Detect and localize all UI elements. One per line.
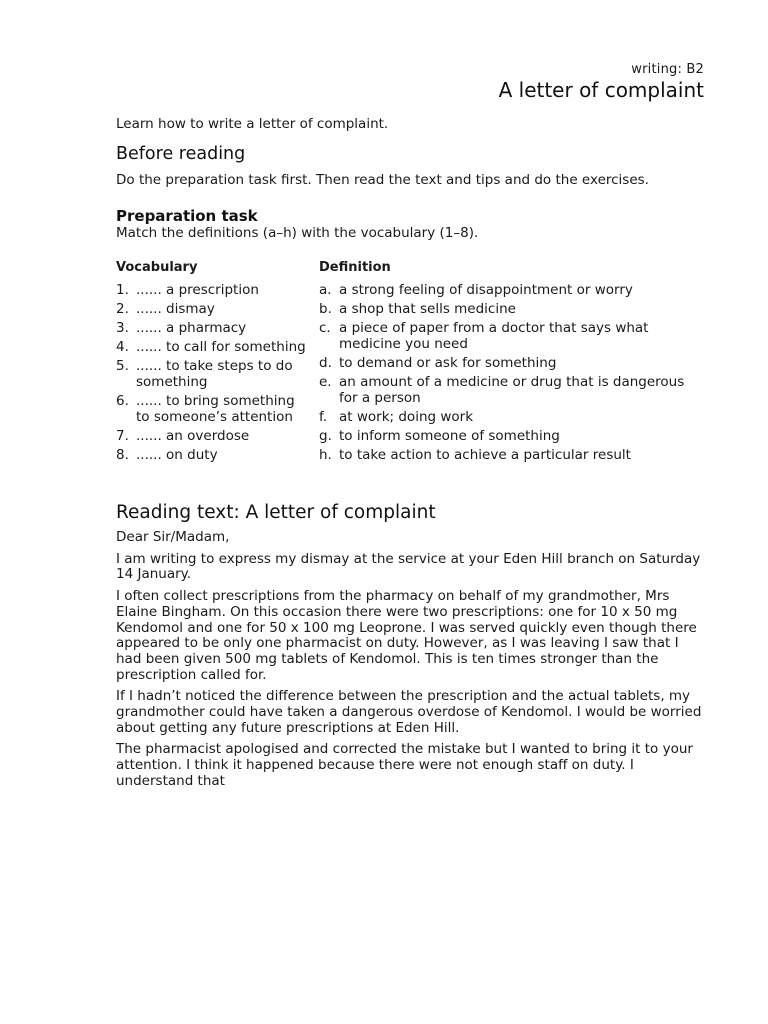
letter-body <box>116 530 706 796</box>
definition-letter: d. <box>319 355 332 371</box>
vocabulary-number: 4. <box>116 339 129 355</box>
vocabulary-item <box>116 282 306 298</box>
vocabulary-item <box>116 447 306 463</box>
preparation-task-text: Match the definitions (a–h) with the vocabulary (1–8). <box>116 225 479 241</box>
reading-text-heading: Reading text: A letter of complaint <box>116 502 436 523</box>
definition-text: to take action to achieve a particular result <box>339 447 631 463</box>
vocabulary-number: 3. <box>116 320 129 336</box>
vocabulary-item <box>116 358 306 390</box>
definition-item <box>319 428 704 444</box>
definition-letter: a. <box>319 282 332 298</box>
definition-text: to demand or ask for something <box>339 355 557 371</box>
vocabulary-text: ...... to call for something <box>136 339 306 355</box>
definition-text: at work; doing work <box>339 409 474 425</box>
definition-list <box>319 282 704 466</box>
vocabulary-text: ...... to take steps to do something <box>136 358 293 390</box>
definition-item <box>319 409 704 425</box>
definition-item <box>319 374 704 406</box>
vocabulary-text: ...... a pharmacy <box>136 320 247 336</box>
definition-text: to inform someone of something <box>339 428 560 444</box>
definition-text: a strong feeling of disappointment or worry <box>339 282 633 298</box>
preparation-task-heading: Preparation task <box>116 207 258 225</box>
vocabulary-item <box>116 301 306 317</box>
letter-paragraph: If I hadn’t noticed the difference between the prescription and the actual tablets, my grandmother could have taken a dangerous overdose of Kendomol. I would be worried about getting any future prescriptions at Eden Hill. <box>116 688 702 736</box>
definition-letter: c. <box>319 320 331 336</box>
vocabulary-text: ...... an overdose <box>136 428 250 444</box>
vocabulary-item <box>116 320 306 336</box>
vocabulary-item <box>116 339 306 355</box>
vocabulary-column-header: Vocabulary <box>116 260 198 275</box>
page-title: A letter of complaint <box>498 78 704 102</box>
level-label: writing: B2 <box>631 62 704 77</box>
definition-item <box>319 282 704 298</box>
vocabulary-number: 2. <box>116 301 129 317</box>
vocabulary-text: ...... on duty <box>136 447 218 463</box>
definition-item <box>319 320 704 352</box>
definition-letter: f. <box>319 409 328 425</box>
vocabulary-list <box>116 282 306 466</box>
letter-paragraph: The pharmacist apologised and corrected the mistake but I wanted to bring it to your attention. I think it happened because there were not enough staff on duty. I understand that <box>116 741 693 789</box>
vocabulary-number: 6. <box>116 393 129 409</box>
vocabulary-text: ...... a prescription <box>136 282 259 298</box>
vocabulary-text: ...... to bring something to someone’s attention <box>136 393 295 425</box>
letter-greeting: Dear Sir/Madam, <box>116 529 230 545</box>
vocabulary-number: 5. <box>116 358 129 374</box>
before-reading-heading: Before reading <box>116 144 246 164</box>
definition-column-header: Definition <box>319 260 391 275</box>
vocabulary-text: ...... dismay <box>136 301 215 317</box>
definition-letter: h. <box>319 447 332 463</box>
letter-paragraph: I often collect prescriptions from the pharmacy on behalf of my grandmother, Mrs Elaine Bingham. On this occasion there were two prescriptions: one for 10 x 50 mg Kendomol and one for 50 x 100 mg Leoprone. I was served quickly even though there appeared to be only one pharmacist on duty. However, as I was leaving I saw that I had been given 500 mg tablets of Kendomol. This is ten times stronger than the prescription called for. <box>116 588 697 683</box>
vocabulary-item <box>116 393 306 425</box>
vocabulary-number: 7. <box>116 428 129 444</box>
letter-paragraph: I am writing to express my dismay at the service at your Eden Hill branch on Saturday 14 January. <box>116 550 701 583</box>
definition-item <box>319 301 704 317</box>
vocabulary-number: 8. <box>116 447 129 463</box>
vocabulary-number: 1. <box>116 282 129 298</box>
before-reading-text: Do the preparation task first. Then read the text and tips and do the exercises. <box>116 172 649 188</box>
intro-text: Learn how to write a letter of complaint. <box>116 116 389 132</box>
definition-text: an amount of a medicine or drug that is dangerous for a person <box>339 374 685 406</box>
definition-text: a shop that sells medicine <box>339 301 516 317</box>
vocabulary-item <box>116 428 306 444</box>
definition-item <box>319 447 704 463</box>
definition-item <box>319 355 704 371</box>
definition-letter: b. <box>319 301 332 317</box>
definition-text: a piece of paper from a doctor that says what medicine you need <box>339 320 649 352</box>
definition-letter: e. <box>319 374 332 390</box>
definition-letter: g. <box>319 428 332 444</box>
